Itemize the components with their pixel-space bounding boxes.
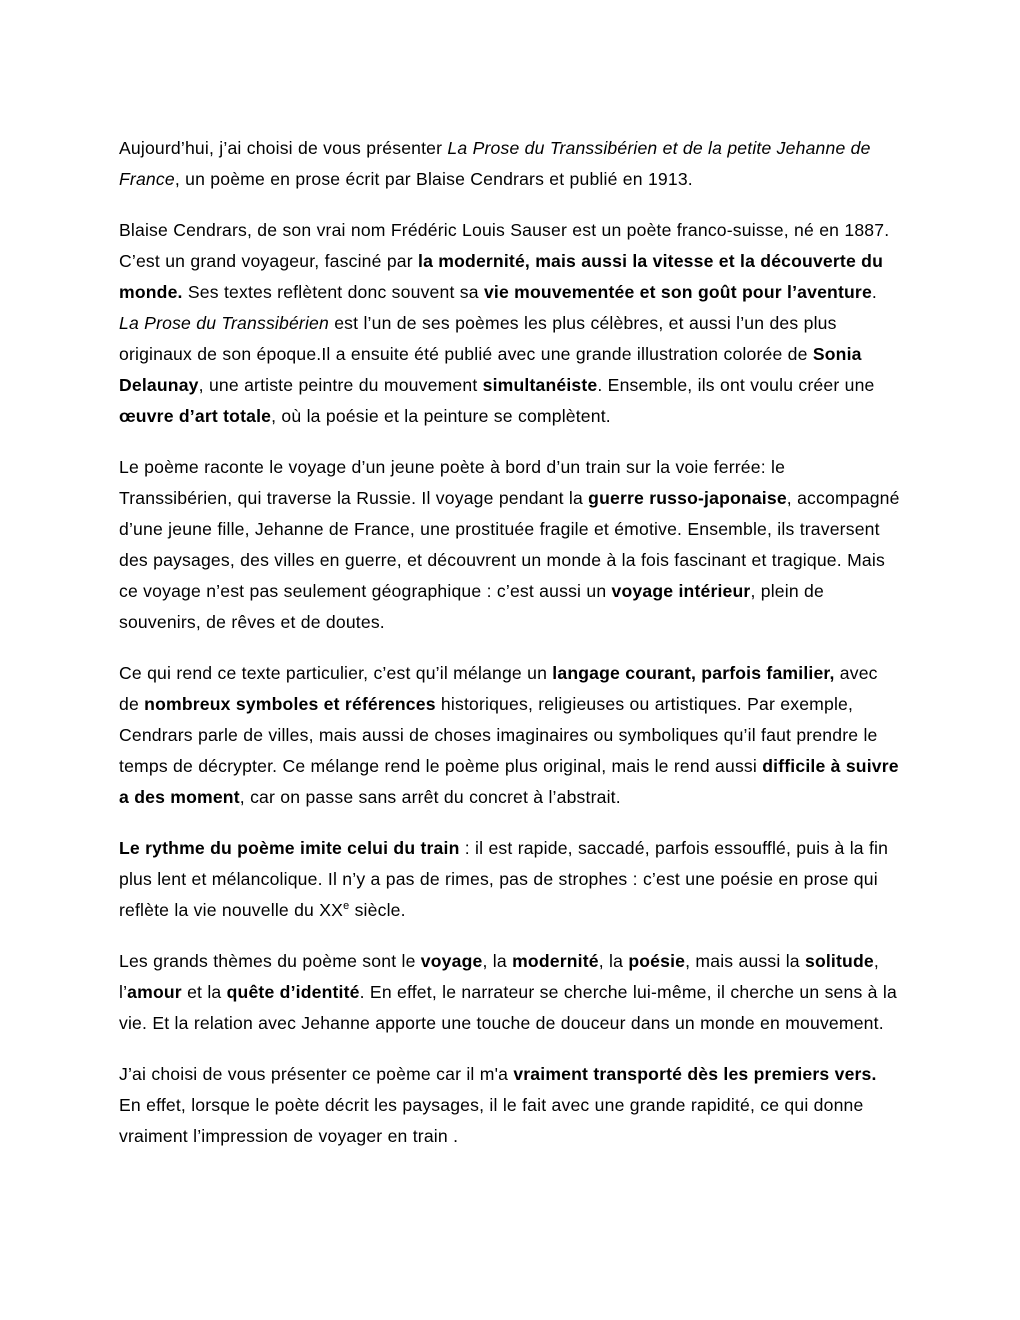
text-run: Ses textes reflètent donc souvent sa xyxy=(182,282,484,302)
bold-run: la modernité, mais aussi la vitesse et la découverte du monde. xyxy=(119,251,883,302)
text-run: , où la poésie et la peinture se complètent. xyxy=(271,406,611,426)
bold-run: voyage intérieur xyxy=(611,581,751,601)
text-run: avec de xyxy=(119,663,878,714)
paragraph-conclusion xyxy=(119,1059,901,1152)
bold-run: modernité xyxy=(512,951,599,971)
bold-run: langage courant, parfois familier, xyxy=(552,663,835,683)
bold-run: Le rythme du poème imite celui du train xyxy=(119,838,460,858)
italic-run: La Prose du Transsibérien xyxy=(119,313,329,333)
bold-run: amour xyxy=(127,982,182,1002)
ordinal-superscript: e xyxy=(343,900,350,913)
text-run: siècle. xyxy=(349,900,406,920)
text-run: , la xyxy=(598,951,629,971)
text-run: : il est rapide, saccadé, parfois essoufflé, puis à la fin plus lent et mélancolique. Il n’y a pas de rimes, pas de strophes : c’est une poésie en prose qui reflète la vie nouvelle du XX xyxy=(119,838,889,920)
bold-run: nombreux symboles et références xyxy=(144,694,436,714)
text-run: , la xyxy=(482,951,513,971)
bold-run: solitude xyxy=(804,951,874,971)
bold-run: vraiment transporté dès les premiers vers. xyxy=(513,1064,877,1084)
text-run: En effet, lorsque le poète décrit les paysages, il le fait avec une grande rapidité, ce qui donne vraiment l’impression de voyager en train . xyxy=(119,1095,864,1146)
text-run: , l’ xyxy=(119,951,879,1002)
bold-run: voyage xyxy=(420,951,483,971)
text-run: . xyxy=(871,282,877,302)
paragraph-resume xyxy=(119,452,901,638)
text-run: , un poème en prose écrit par Blaise Cendrars et publié en 1913. xyxy=(174,169,693,189)
paragraph-auteur xyxy=(119,215,901,432)
bold-run: Sonia Delaunay xyxy=(119,344,862,395)
text-run: , car on passe sans arrêt du concret à l’abstrait. xyxy=(239,787,621,807)
text-run: historiques, religieuses ou artistiques. Par exemple, Cendrars parle de villes, mais aussi de choses imaginaires ou symboliques qu’il faut prendre le temps de décrypter. Ce mélange rend le poème plus original, mais le rend aussi xyxy=(119,694,878,776)
text-run: , accompagné d’une jeune fille, Jehanne de France, une prostituée fragile et émotive. Ensemble, ils traversent des paysages, des villes en guerre, et découvrent un monde à la fois fascinant et tragique. Mais ce voyage n’est pas seulement géographique : c’est aussi un xyxy=(119,488,900,601)
bold-run: vie mouvementée et son goût pour l’aventure xyxy=(483,282,872,302)
bold-run: guerre russo-japonaise xyxy=(588,488,787,508)
bold-run: simultanéiste xyxy=(482,375,598,395)
text-run: et la xyxy=(181,982,227,1002)
text-run: . En effet, le narrateur se cherche lui-même, il cherche un sens à la vie. Et la relation avec Jehanne apporte une touche de douceur dans un monde en mouvement. xyxy=(119,982,897,1033)
text-run: Le poème raconte le voyage d’un jeune poète à bord d’un train sur la voie ferrée: le Transsibérien, qui traverse la Russie. Il voyage pendant la xyxy=(119,457,786,508)
document-text-body xyxy=(119,133,901,1152)
text-run: est l’un de ses poèmes les plus célèbres, et aussi l’un des plus originaux de son époque.Il a ensuite été publié avec une grande illustration colorée de xyxy=(119,313,837,364)
text-run: . Ensemble, ils ont voulu créer une xyxy=(597,375,875,395)
text-run: J’ai choisi de vous présenter ce poème car il m'a xyxy=(119,1064,514,1084)
bold-run: quête d’identité xyxy=(226,982,360,1002)
text-run: , plein de souvenirs, de rêves et de doutes. xyxy=(119,581,824,632)
text-run: Ce qui rend ce texte particulier, c’est qu’il mélange un xyxy=(119,663,553,683)
text-run: , mais aussi la xyxy=(685,951,805,971)
text-run: , une artiste peintre du mouvement xyxy=(198,375,483,395)
text-run: Aujourd’hui, j’ai choisi de vous présenter xyxy=(119,138,448,158)
bold-run: difficile à suivre a des moment xyxy=(119,756,899,807)
paragraph-intro xyxy=(119,133,901,195)
text-run: Blaise Cendrars, de son vrai nom Frédéric Louis Sauser est un poète franco-suisse, né en 1887. C’est un grand voyageur, fasciné par xyxy=(119,220,890,271)
bold-run: œuvre d’art totale xyxy=(119,406,272,426)
paragraph-style-ecriture xyxy=(119,658,901,813)
bold-run: poésie xyxy=(628,951,686,971)
paragraph-rythme xyxy=(119,833,901,926)
text-run: Les grands thèmes du poème sont le xyxy=(119,951,421,971)
paragraph-themes xyxy=(119,946,901,1039)
italic-run: La Prose du Transsibérien et de la petite Jehanne de France xyxy=(119,138,871,189)
